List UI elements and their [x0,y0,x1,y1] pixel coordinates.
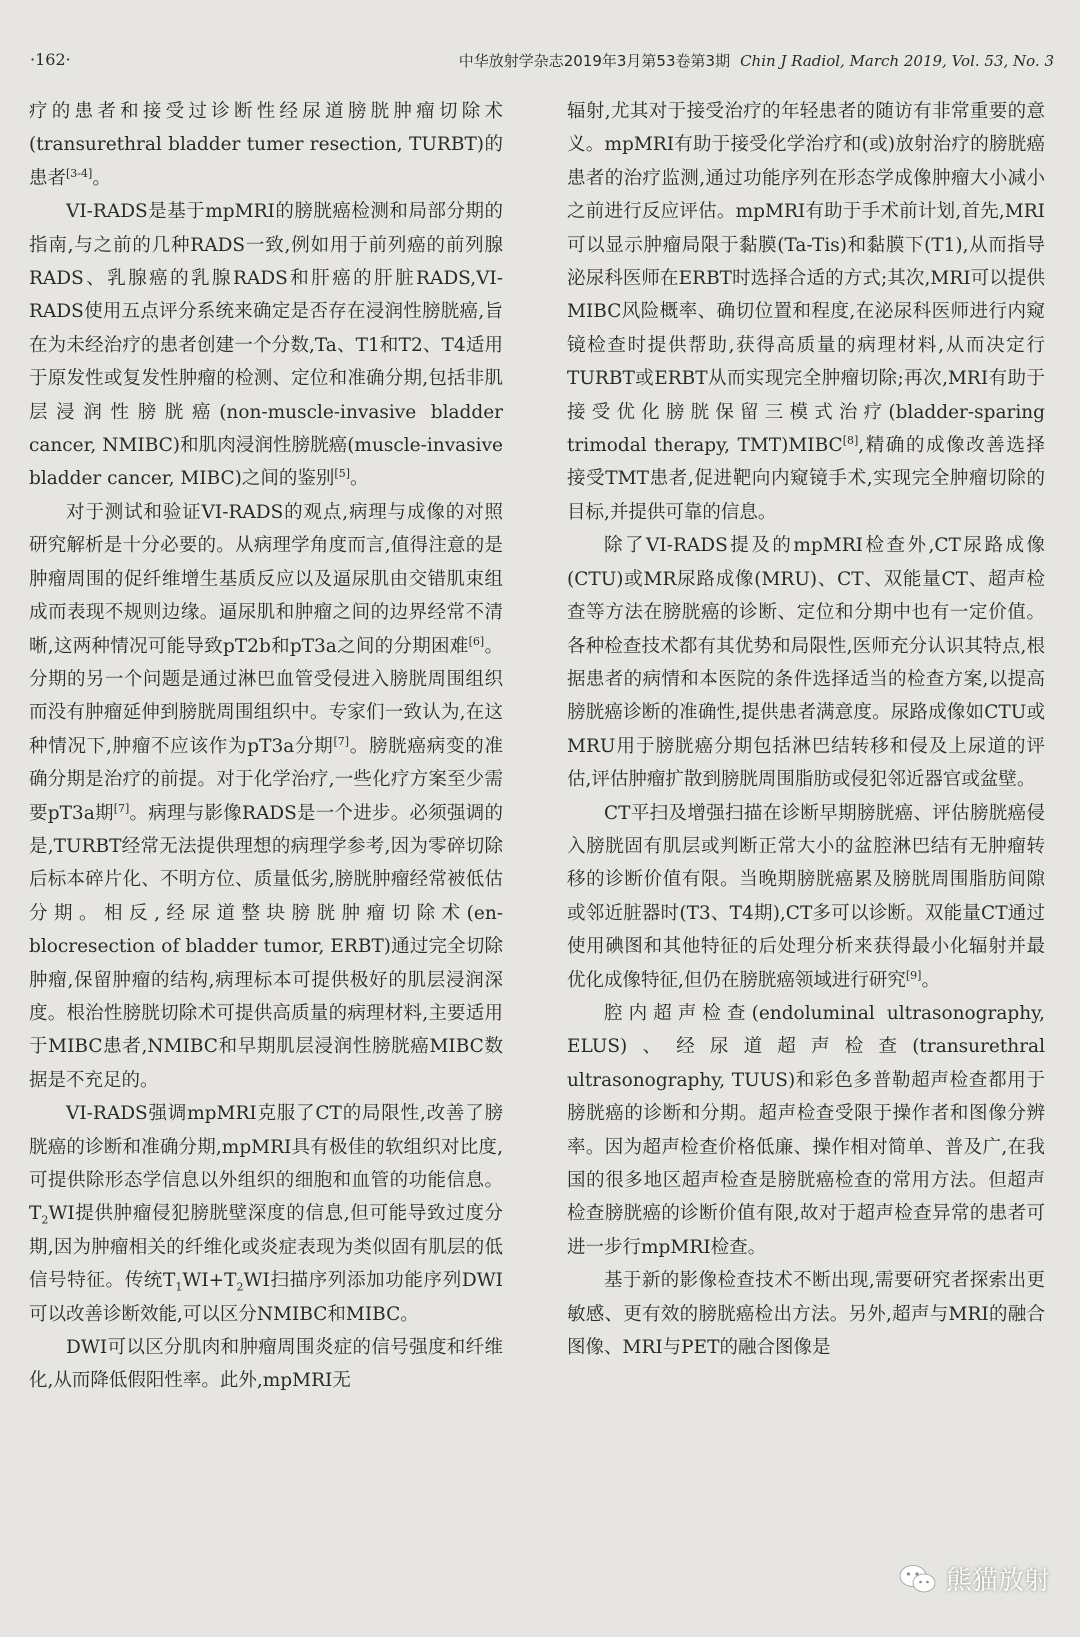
left-column [29,95,503,1398]
text: WI提供肿瘤侵犯膀胱壁深度的信息,但可能导致过度分期,因为肿瘤相关的纤维化或炎症表现为类似固有肌层的低信号特征。传统T [29,1203,503,1292]
text: ,精确的成像改善选择接受TMT患者,促进靶向内窥镜手术,实现完全肿瘤切除的目标,并提供可靠的信息。 [567,435,1045,523]
page-header [30,50,1054,80]
citation-ref: [8] [842,433,859,447]
text: 。病理与影像RADS是一个进步。必须强调的是,TURBT经常无法提供理想的病理学参考,因为零碎切除后标本碎片化、不明方位、质量低劣,膀胱肿瘤经常被低估分期。相反,经尿道整块膀胱肿瘤切除术(en-blocresection of bladder tumor, ERBT)通过完全切除肿瘤,保留肿瘤的结构,病理标本可提供极好的肌层浸润深度。根治性膀胱切除术可提供高质量的病理材料,主要适用于MIBC患者,NMIBC和早期肌层浸润性膀胱癌MIBC数据是不充足的。 [29,802,503,1091]
citation-ref: [9] [905,968,922,982]
page-number: ·162· [30,50,71,69]
citation-ref: [3-4] [66,166,93,180]
text: WI+T [182,1270,237,1292]
paragraph [29,95,503,195]
text: CT平扫及增强扫描在诊断早期膀胱癌、评估膀胱癌侵入膀胱固有肌层或判断正常大小的盆腔淋巴结有无肿瘤转移的诊断价值有限。当晚期膀胱癌累及膀胱周围脂肪间隙或邻近脏器时(T3、T4期),CT多可以诊断。双能量CT通过使用碘图和其他特征的后处理分析来获得最小化辐射并最优化成像特征,但仍在膀胱癌领域进行研究 [567,802,1045,991]
journal-citation [459,50,1054,71]
text: 对于测试和验证VI-RADS的观点,病理与成像的对照研究解析是十分必要的。从病理学角度而言,值得注意的是肿瘤周围的促纤维增生基质反应以及逼尿肌由交错肌束组成而表现不规则边缘。逼尿肌和肿瘤之间的边界经常不清晰,这两种情况可能导致pT2b和pT3a之间的分期困难 [29,501,503,657]
subscript: 1 [175,1280,183,1294]
text: 腔内超声检查(endoluminal ultrasonography, ELUS)、经尿道超声检查(transurethral ultrasonography, TUUS)和彩色多普勒超声检查都用于膀胱癌的诊断和分期。超声检查受限于操作者和图像分辨率。因为超声检查价格低廉、操作相对简单、普及广,在我国的很多地区超声检查是膀胱癌检查的常用方法。但超声检查膀胱癌的诊断价值有限,故对于超声检查异常的患者可进一步行mpMRI检查。 [567,1002,1045,1258]
text: 。 [92,167,111,189]
text: 。 [921,969,940,991]
text: DWI可以区分肌肉和肿瘤周围炎症的信号强度和纤维化,从而降低假阳性率。此外,mpMRI无 [29,1337,503,1392]
right-column [567,95,1045,1364]
paragraph [567,797,1045,997]
citation-ref: [7] [333,734,350,748]
paragraph [29,1097,503,1331]
paragraph [567,95,1045,529]
paragraph [567,997,1045,1264]
text: VI-RADS是基于mpMRI的膀胱癌检测和局部分期的指南,与之前的几种RADS一致,例如用于前列癌的前列腺RADS、乳腺癌的乳腺RADS和肝癌的肝脏RADS,VI-RADS使用五点评分系统来确定是否存在浸润性膀胱癌,旨在为未经治疗的患者创建一个分数,Ta、T1和T2、T4适用于原发性或复发性肿瘤的检测、定位和准确分期,包括非肌层浸润性膀胱癌(non-muscle-invasive bladder cancer, NMIBC)和肌肉浸润性膀胱癌(muscle-invasive bladder cancer, MIBC)之间的鉴别 [29,201,503,490]
wechat-icon [898,1563,938,1595]
text: 。分期的另一个问题是通过淋巴血管受侵进入膀胱周围组织而没有肿瘤延伸到膀胱周围组织中。专家们一致认为,在这种情况下,肿瘤不应该作为pT3a分期 [29,635,503,757]
paragraph [567,529,1045,796]
text: 。膀胱癌病变的准确分期是治疗的前提。对于化学治疗,一些化疗方案至少需要pT3a期 [29,735,503,824]
paragraph [29,496,503,1097]
subscript: 2 [236,1280,244,1294]
text: 。 [350,468,369,490]
text: 疗的患者和接受过诊断性经尿道膀胱肿瘤切除术(transurethral bladder tumer resection, TURBT)的患者 [29,101,503,189]
journal-citation-en: Chin J Radiol, March 2019, Vol. 53, No. 3 [740,52,1054,70]
watermark [898,1560,1050,1597]
paragraph [29,195,503,496]
text: WI扫描序列添加功能序列DWI可以改善诊断效能,可以区分NMIBC和MIBC。 [29,1270,503,1325]
subscript: 2 [41,1214,49,1228]
text: 除了VI-RADS提及的mpMRI检查外,CT尿路成像(CTU)或MR尿路成像(MRU)、CT、双能量CT、超声检查等方法在膀胱癌的诊断、定位和分期中也有一定价值。各种检查技术都有其优势和局限性,医师充分认识其特点,根据患者的病情和本医院的条件选择适当的检查方案,以提高膀胱癌诊断的准确性,提供患者满意度。尿路成像如CTU或MRU用于膀胱癌分期包括淋巴结转移和侵及上尿道的评估,评估肿瘤扩散到膀胱周围脂肪或侵犯邻近器官或盆壁。 [567,535,1045,791]
paragraph [567,1264,1045,1364]
journal-citation-cn: 中华放射学杂志2019年3月第53卷第3期 [458,52,731,70]
citation-ref: [6] [468,634,485,648]
paragraph [29,1331,503,1398]
citation-ref: [5] [334,467,350,481]
watermark-text: 熊猫放射 [945,1566,1050,1596]
citation-ref: [7] [113,801,130,815]
text: 辐射,尤其对于接受治疗的年轻患者的随访有非常重要的意义。mpMRI有助于接受化学治疗和(或)放射治疗的膀胱癌患者的治疗监测,通过功能序列在形态学成像肿瘤大小减小之前进行反应评估。mpMRI有助于手术前计划,首先,MRI可以显示肿瘤局限于黏膜(Ta-Tis)和黏膜下(T1),从而指导泌尿科医师在ERBT时选择合适的方式;其次,MRI可以提供MIBC风险概率、确切位置和程度,在泌尿科医师进行内窥镜检查时提供帮助,获得高质量的病理材料,从而决定行TURBT或ERBT从而实现完全肿瘤切除;再次,MRI有助于接受优化膀胱保留三模式治疗(bladder-sparing trimodal therapy, TMT)MIBC [567,101,1045,457]
text: VI-RADS强调mpMRI克服了CT的局限性,改善了膀胱癌的诊断和准确分期,mpMRI具有极佳的软组织对比度,可提供除形态学信息以外组织的细胞和血管的功能信息。T [29,1103,503,1225]
text: 基于新的影像检查技术不断出现,需要研究者探索出更敏感、更有效的膀胱癌检出方法。另外,超声与MRI的融合图像、MRI与PET的融合图像是 [567,1270,1045,1359]
